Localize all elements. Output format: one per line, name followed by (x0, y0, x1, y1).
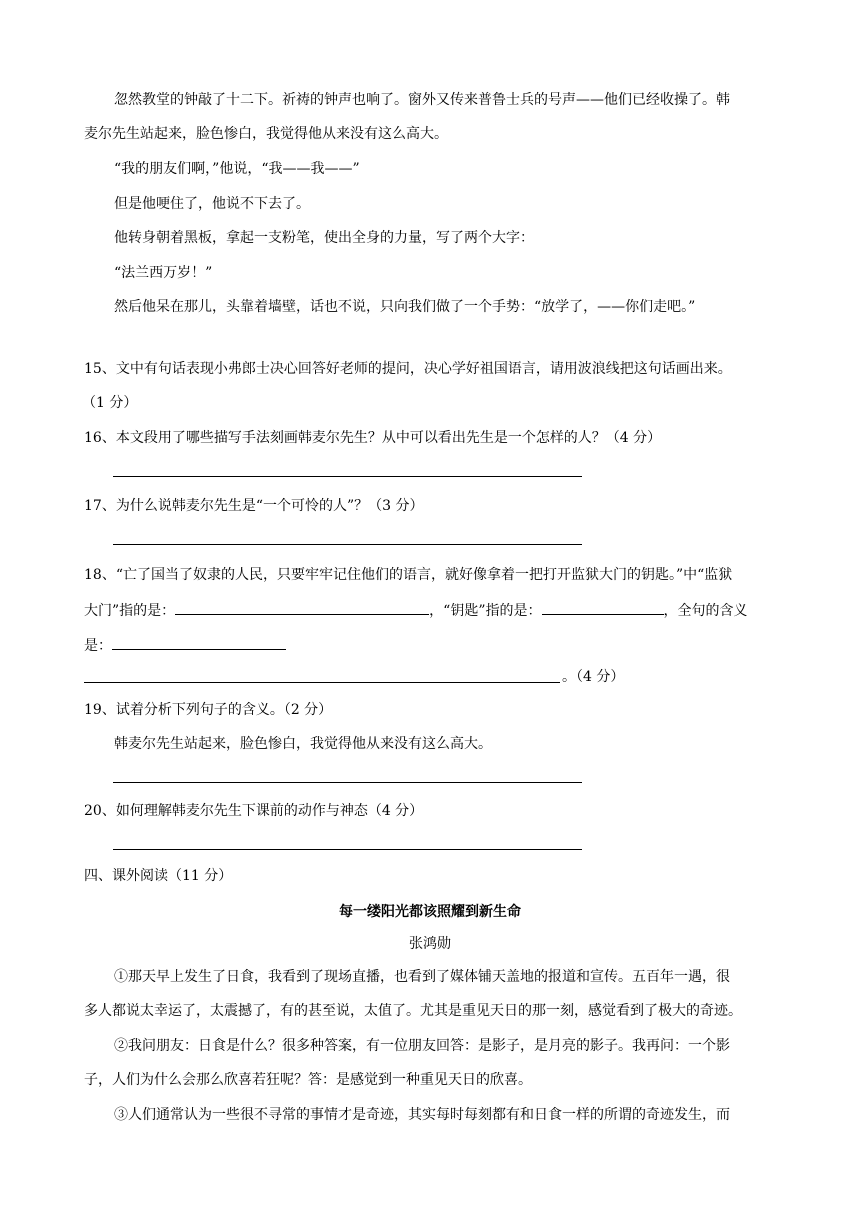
question-18-line-2 (84, 599, 748, 621)
article-paragraph-2-line-1: ②我问朋友：日食是什么？很多种答案，有一位朋友回答：是影子，是月亮的影子。我再问：一个影 (114, 1038, 730, 1054)
article-paragraph-1-line-2: 多人都说太幸运了，太震撼了，有的甚至说，太值了。尤其是重见天日的那一刻，感觉看到了极大的奇迹。 (84, 1003, 742, 1019)
question-18-label-d: 是： (84, 638, 112, 654)
question-18-points: 。（4 分） (562, 669, 625, 685)
article-paragraph-3-line-1: ③人们通常认为一些很不寻常的事情才是奇迹，其实每时每刻都有和日食一样的所谓的奇迹发生，而 (114, 1107, 730, 1123)
question-19-answer-line[interactable] (113, 782, 582, 783)
question-15-line-2: （1 分） (82, 395, 138, 411)
question-19-quote: 韩麦尔先生站起来，脸色惨白，我觉得他从来没有这么高大。 (114, 736, 492, 752)
question-16-answer-line[interactable] (113, 476, 582, 477)
article-paragraph-2-line-2: 子，人们为什么会那么欣喜若狂呢？答：是感觉到一种重见天日的欣喜。 (84, 1072, 532, 1088)
question-18-label-b: ，“钥匙”指的是： (429, 603, 542, 619)
question-17: 17、为什么说韩麦尔先生是“一个可怜的人”？（3 分） (84, 498, 424, 514)
question-18-label-c: ，全句的含义 (663, 603, 748, 619)
question-18-line-1: 18、“亡了国当了奴隶的人民，只要牢牢记住他们的语言，就好像拿着一把打开监狱大门的钥匙。”中“监狱 (84, 567, 733, 583)
passage-paragraph-4: 他转身朝着黑板，拿起一支粉笔，使出全身的力量，写了两个大字： (114, 230, 534, 246)
passage-paragraph-2: “我的朋友们啊，”他说，“我——我——” (114, 161, 360, 177)
passage-paragraph-3: 但是他哽住了，他说不下去了。 (114, 196, 310, 212)
passage-paragraph-5: “法兰西万岁！” (114, 265, 213, 281)
question-20-answer-line[interactable] (113, 849, 582, 850)
article-paragraph-1-line-1: ①那天早上发生了日食，我看到了现场直播，也看到了媒体铺天盖地的报道和宣传。五百年一遇，很 (114, 969, 730, 985)
question-18-blank-prison-gate[interactable] (175, 599, 429, 615)
question-18-blank-key[interactable] (542, 599, 664, 615)
passage-paragraph-1-line-2: 麦尔先生站起来，脸色惨白，我觉得他从来没有这么高大。 (84, 126, 448, 142)
question-18-blank-meaning[interactable] (112, 634, 286, 650)
question-16: 16、本文段用了哪些描写手法刻画韩麦尔先生？从中可以看出先生是一个怎样的人？（4 分） (84, 430, 662, 446)
question-15-line-1: 15、文中有句话表现小弗郎士决心回答好老师的提问，决心学好祖国语言，请用波浪线把这句话画出来。 (84, 361, 732, 377)
question-17-answer-line[interactable] (113, 544, 582, 545)
section-4-heading: 四、课外阅读（11 分） (84, 868, 233, 884)
article-author: 张鸿勋 (409, 936, 451, 952)
article-title: 每一缕阳光都该照耀到新生命 (339, 904, 521, 920)
question-20: 20、如何理解韩麦尔先生下课前的动作与神态（4 分） (84, 803, 424, 819)
question-18-answer-line[interactable] (84, 682, 560, 683)
passage-paragraph-1-line-1: 忽然教堂的钟敲了十二下。祈祷的钟声也响了。窗外又传来普鲁士兵的号声——他们已经收操了。韩 (114, 92, 730, 108)
question-18-label-a: 大门”指的是： (84, 603, 176, 619)
passage-paragraph-6: 然后他呆在那儿，头靠着墙壁，话也不说，只向我们做了一个手势：“放学了，——你们走吧。” (114, 299, 696, 315)
question-19: 19、试着分析下列句子的含义。（2 分） (84, 702, 333, 718)
question-18-line-3 (84, 634, 286, 656)
